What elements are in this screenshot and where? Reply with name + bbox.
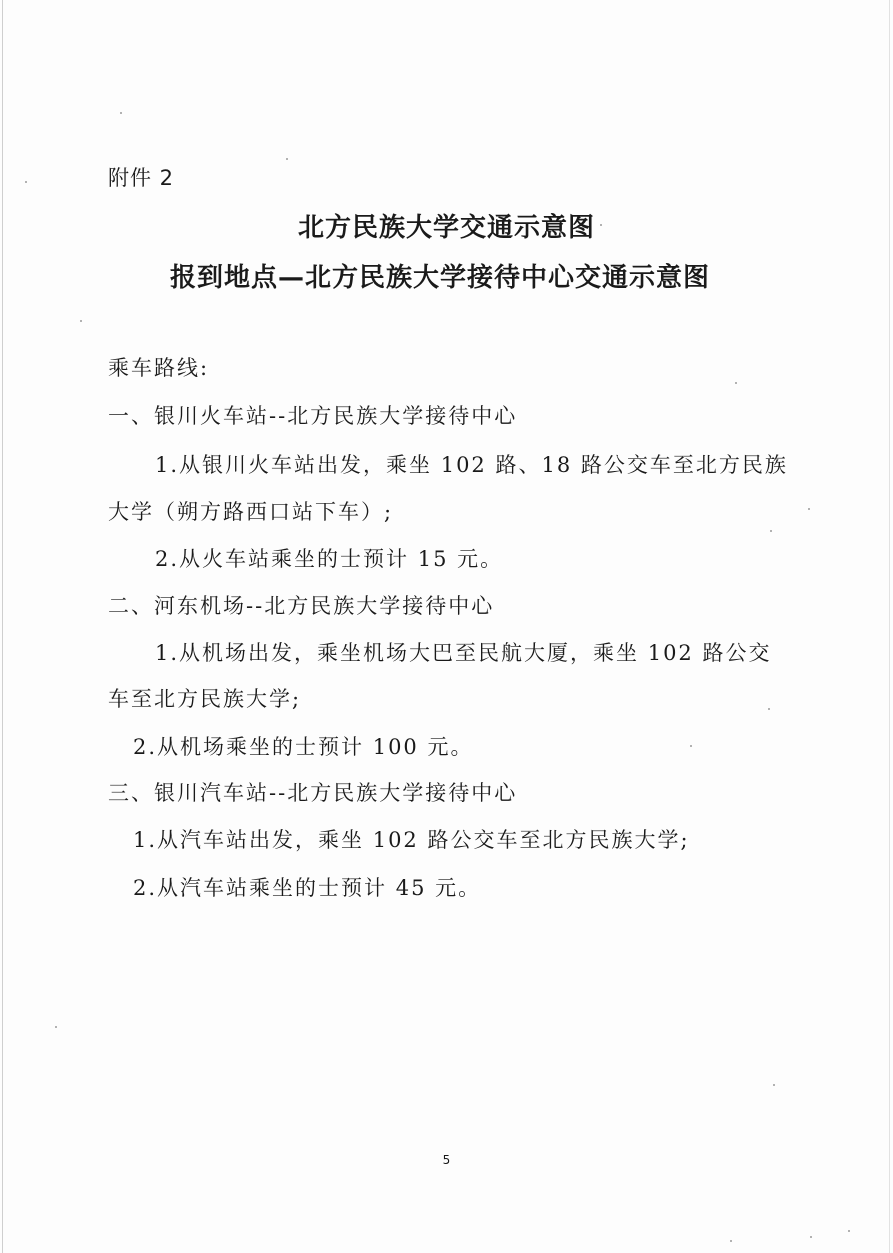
main-title: 北方民族大学交通示意图 <box>297 213 595 243</box>
scan-speck <box>735 382 737 384</box>
section-2-heading: 二、河东机场--北方民族大学接待中心 <box>108 594 495 618</box>
scan-speck <box>773 1084 775 1086</box>
section-2-item-1-line-1: 1.从机场出发，乘坐机场大巴至民航大厦，乘坐 102 路公交 <box>155 641 772 665</box>
section-1-item-1-line-1: 1.从银川火车站出发，乘坐 102 路、18 路公交车至北方民族 <box>155 453 788 477</box>
scan-speck <box>848 1230 850 1232</box>
section-3-heading: 三、银川汽车站--北方民族大学接待中心 <box>108 781 518 805</box>
scan-speck <box>120 112 122 114</box>
scan-speck <box>25 181 27 183</box>
scan-speck <box>768 708 770 710</box>
scan-speck <box>286 158 288 160</box>
section-2-item-1-line-2: 车至北方民族大学; <box>108 687 302 711</box>
scan-speck <box>770 530 772 532</box>
section-1-item-1-line-2: 大学（朔方路西口站下车）; <box>108 500 394 524</box>
scan-speck <box>808 508 810 510</box>
section-3-item-2: 2.从汽车站乘坐的士预计 45 元。 <box>133 876 482 900</box>
scan-speck <box>80 320 82 322</box>
scan-edge-left <box>2 0 3 1253</box>
scan-speck <box>810 1236 812 1238</box>
scan-speck <box>55 1026 57 1028</box>
section-1-item-2: 2.从火车站乘坐的士预计 15 元。 <box>155 547 504 571</box>
scan-speck <box>730 1240 732 1242</box>
attachment-label: 附件 2 <box>108 166 175 190</box>
page-number: 5 <box>442 1153 451 1167</box>
scan-speck <box>690 745 692 747</box>
section-3-item-1: 1.从汽车站出发，乘坐 102 路公交车至北方民族大学; <box>133 828 690 852</box>
scan-edge-right <box>889 0 890 1253</box>
section-2-item-2: 2.从机场乘坐的士预计 100 元。 <box>133 735 474 759</box>
routes-label: 乘车路线: <box>108 356 210 380</box>
section-1-heading: 一、银川火车站--北方民族大学接待中心 <box>108 404 518 428</box>
sub-title: 报到地点—北方民族大学接待中心交通示意图 <box>169 263 710 293</box>
